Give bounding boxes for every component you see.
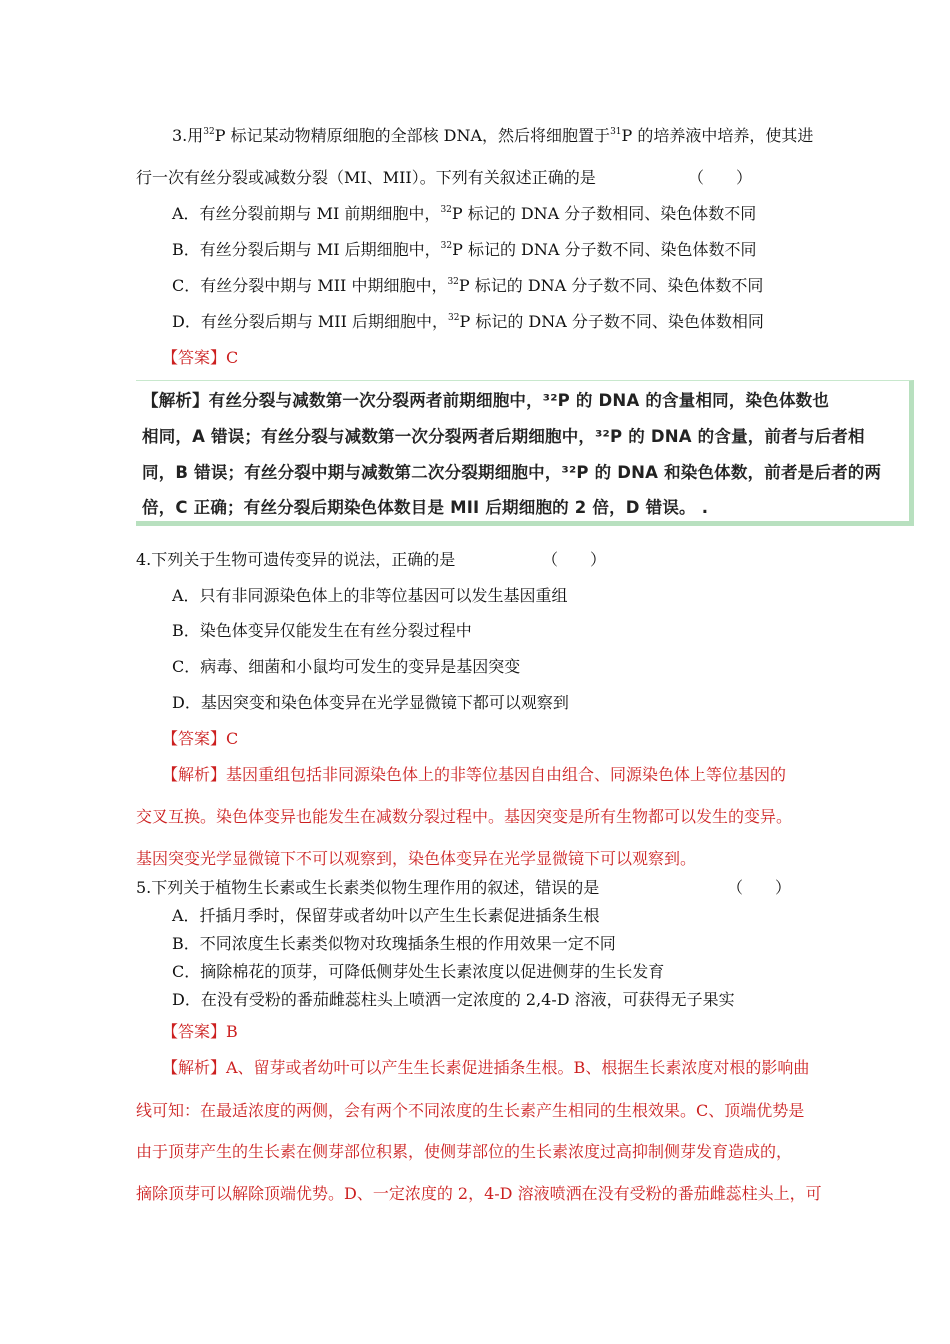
q3-option-c — [172, 275, 763, 297]
q3-stem-line2 — [136, 167, 596, 189]
q4-option-a: A．只有非同源染色体上的非等位基因可以发生基因重组 — [172, 586, 568, 605]
q4-analysis-line3: 基因突变光学显微镜下不可以观察到，染色体变异在光学显微镜下可以观察到。 — [136, 849, 697, 868]
q3-analysis-line4: 倍，C 正确；有丝分裂后期染色体数目是 MII 后期细胞的 2 倍，D 错误。 . — [142, 498, 709, 517]
q5-option-b: B．不同浓度生长素类似物对玫瑰插条生根的作用效果一定不同 — [172, 934, 616, 953]
q3-stem-text: 行一次有丝分裂或减数分裂（MI、MII）。下列有关叙述正确的是 — [136, 168, 596, 187]
q5-answer: 【答案】B — [162, 1022, 238, 1041]
q3-stem-text: 3.用 — [172, 126, 204, 145]
q3-option-d — [172, 311, 764, 333]
q5-answer-paren: （ ） — [727, 878, 792, 897]
q5-option-d: D．在没有受粉的番茄雌蕊柱头上喷洒一定浓度的 2,4-D 溶液，可获得无子果实 — [172, 990, 735, 1009]
q4-answer-paren: （ ） — [542, 550, 607, 569]
q4-option-b: B．染色体变异仅能发生在有丝分裂过程中 — [172, 621, 472, 640]
q5-analysis-line4: 摘除顶芽可以解除顶端优势。D、一定浓度的 2，4-D 溶液喷洒在没有受粉的番茄雌蕊柱头上，可 — [136, 1184, 822, 1203]
q3-answer-paren: （ ） — [688, 168, 753, 187]
q5-analysis-line2: 线可知：在最适浓度的两侧，会有两个不同浓度的生长素产生相同的生根效果。C、顶端优势是 — [136, 1101, 805, 1120]
option-text: P 标记的 DNA 分子数相同、染色体数不同 — [451, 204, 757, 223]
q3-stem-text: P 的培养液中培养，使其进 — [621, 126, 814, 145]
q5-stem: 5.下列关于植物生长素或生长素类似物生理作用的叙述，错误的是 — [136, 878, 600, 897]
q3-stem-line1 — [172, 125, 813, 147]
q3-analysis-line2: 相同，A 错误；有丝分裂与减数第一次分裂两者后期细胞中，³²P 的 DNA 的含量，前者与后者相 — [142, 427, 865, 446]
q4-option-c: C．病毒、细菌和小鼠均可发生的变异是基因突变 — [172, 657, 521, 676]
q3-answer: 【答案】C — [162, 348, 239, 367]
option-text: C．有丝分裂中期与 MII 中期细胞中， — [172, 276, 448, 295]
superscript: 32 — [440, 241, 453, 251]
q3-analysis-box — [136, 380, 914, 526]
q5-option-a: A．扦插月季时，保留芽或者幼叶以产生生长素促进插条生根 — [172, 906, 600, 925]
q4-option-d: D．基因突变和染色体变异在光学显微镜下都可以观察到 — [172, 693, 569, 712]
q4-analysis-line1: 【解析】基因重组包括非同源染色体上的非等位基因自由组合、同源染色体上等位基因的 — [162, 765, 787, 784]
q5-option-c: C．摘除棉花的顶芽，可降低侧芽处生长素浓度以促进侧芽的生长发育 — [172, 962, 665, 981]
option-text: D．有丝分裂后期与 MII 后期细胞中， — [172, 312, 449, 331]
option-text: A．有丝分裂前期与 MI 前期细胞中， — [172, 204, 441, 223]
superscript: 32 — [203, 127, 215, 137]
q4-answer: 【答案】C — [162, 729, 239, 748]
option-text: P 标记的 DNA 分子数不同、染色体数不同 — [452, 240, 757, 259]
option-text: P 标记的 DNA 分子数不同、染色体数不同 — [458, 276, 764, 295]
q5-analysis-line1: 【解析】A、留芽或者幼叶可以产生生长素促进插条生根。B、根据生长素浓度对根的影响曲 — [162, 1058, 810, 1077]
q4-analysis-line2: 交叉互换。染色体变异也能发生在减数分裂过程中。基因突变是所有生物都可以发生的变异。 — [136, 807, 793, 826]
superscript: 32 — [448, 313, 460, 323]
q3-option-b — [172, 239, 757, 261]
q5-analysis-line3: 由于顶芽产生的生长素在侧芽部位积累，使侧芽部位的生长素浓度过高抑制侧芽发育造成的， — [136, 1142, 793, 1161]
option-text: P 标记的 DNA 分子数不同、染色体数相同 — [459, 312, 764, 331]
superscript: 31 — [610, 127, 622, 137]
q3-analysis-line3: 同，B 错误；有丝分裂中期与减数第二次分裂期细胞中，³²P 的 DNA 和染色体数，前者是后者的两 — [142, 463, 882, 482]
option-text: B．有丝分裂后期与 MI 后期细胞中， — [172, 240, 441, 259]
q3-option-a — [172, 203, 756, 225]
superscript: 32 — [447, 277, 459, 287]
superscript: 32 — [440, 205, 452, 215]
q3-stem-text: P 标记某动物精原细胞的全部核 DNA，然后将细胞置于 — [214, 126, 611, 145]
q4-stem: 4.下列关于生物可遗传变异的说法，正确的是 — [136, 550, 456, 569]
q3-analysis-line1: 【解析】有丝分裂与减数第一次分裂两者前期细胞中，³²P 的 DNA 的含量相同，染色体数也 — [142, 391, 830, 410]
